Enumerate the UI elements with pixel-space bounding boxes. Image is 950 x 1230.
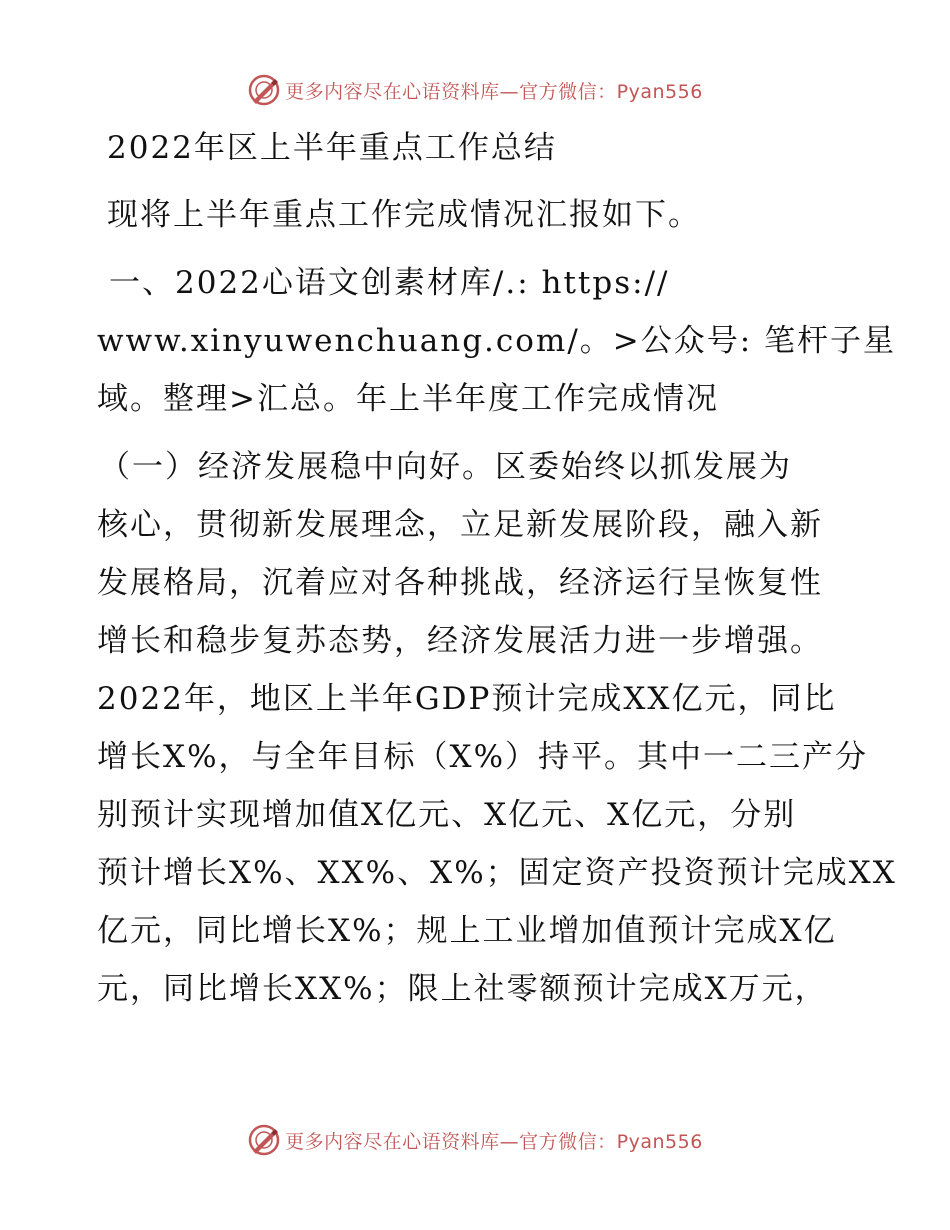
paragraph-line: 增长X%，与全年目标（X%）持平。其中一二三产分 <box>97 739 869 775</box>
watermark-header <box>0 70 950 110</box>
paragraph-line: 2022年，地区上半年GDP预计完成XX亿元，同比 <box>97 681 837 717</box>
document-title: 2022年区上半年重点工作总结 <box>107 130 557 166</box>
watermark-text: 更多内容尽在心语资料库—官方微信：Pyan556 <box>285 80 703 103</box>
pen-circle-logo-icon <box>247 73 281 107</box>
paragraph-line: （一）经济发展稳中向好。区委始终以抓发展为 <box>99 449 792 485</box>
watermark-footer <box>0 1120 950 1160</box>
paragraph-line: 预计增长X%、XX%、X%；固定资产投资预计完成XX <box>97 855 897 891</box>
paragraph-line: 发展格局，沉着应对各种挑战，经济运行呈恢复性 <box>97 565 823 601</box>
paragraph-line: 增长和稳步复苏态势，经济发展活力进一步增强。 <box>97 623 823 659</box>
paragraph-line: 核心，贯彻新发展理念，立足新发展阶段，融入新 <box>97 507 823 543</box>
paragraph-line: 亿元，同比增长X%；规上工业增加值预计完成X亿 <box>97 913 837 949</box>
section-heading-line: www.xinyuwenchuang.com/。>公众号: 笔杆子星 <box>97 323 897 359</box>
document-body <box>97 118 897 1018</box>
paragraph-line: 元，同比增长XX%；限上社零额预计完成X万元， <box>97 971 828 1007</box>
section-heading-line: 一、2022心语文创素材库/.: https:// <box>109 265 670 301</box>
intro-paragraph: 现将上半年重点工作完成情况汇报如下。 <box>107 197 701 233</box>
section-heading-line: 域。整理>汇总。年上半年度工作完成情况 <box>97 381 719 417</box>
watermark-text: 更多内容尽在心语资料库—官方微信：Pyan556 <box>285 1130 703 1153</box>
paragraph-line: 别预计实现增加值X亿元、X亿元、X亿元，分别 <box>97 797 797 833</box>
pen-circle-logo-icon <box>247 1123 281 1157</box>
